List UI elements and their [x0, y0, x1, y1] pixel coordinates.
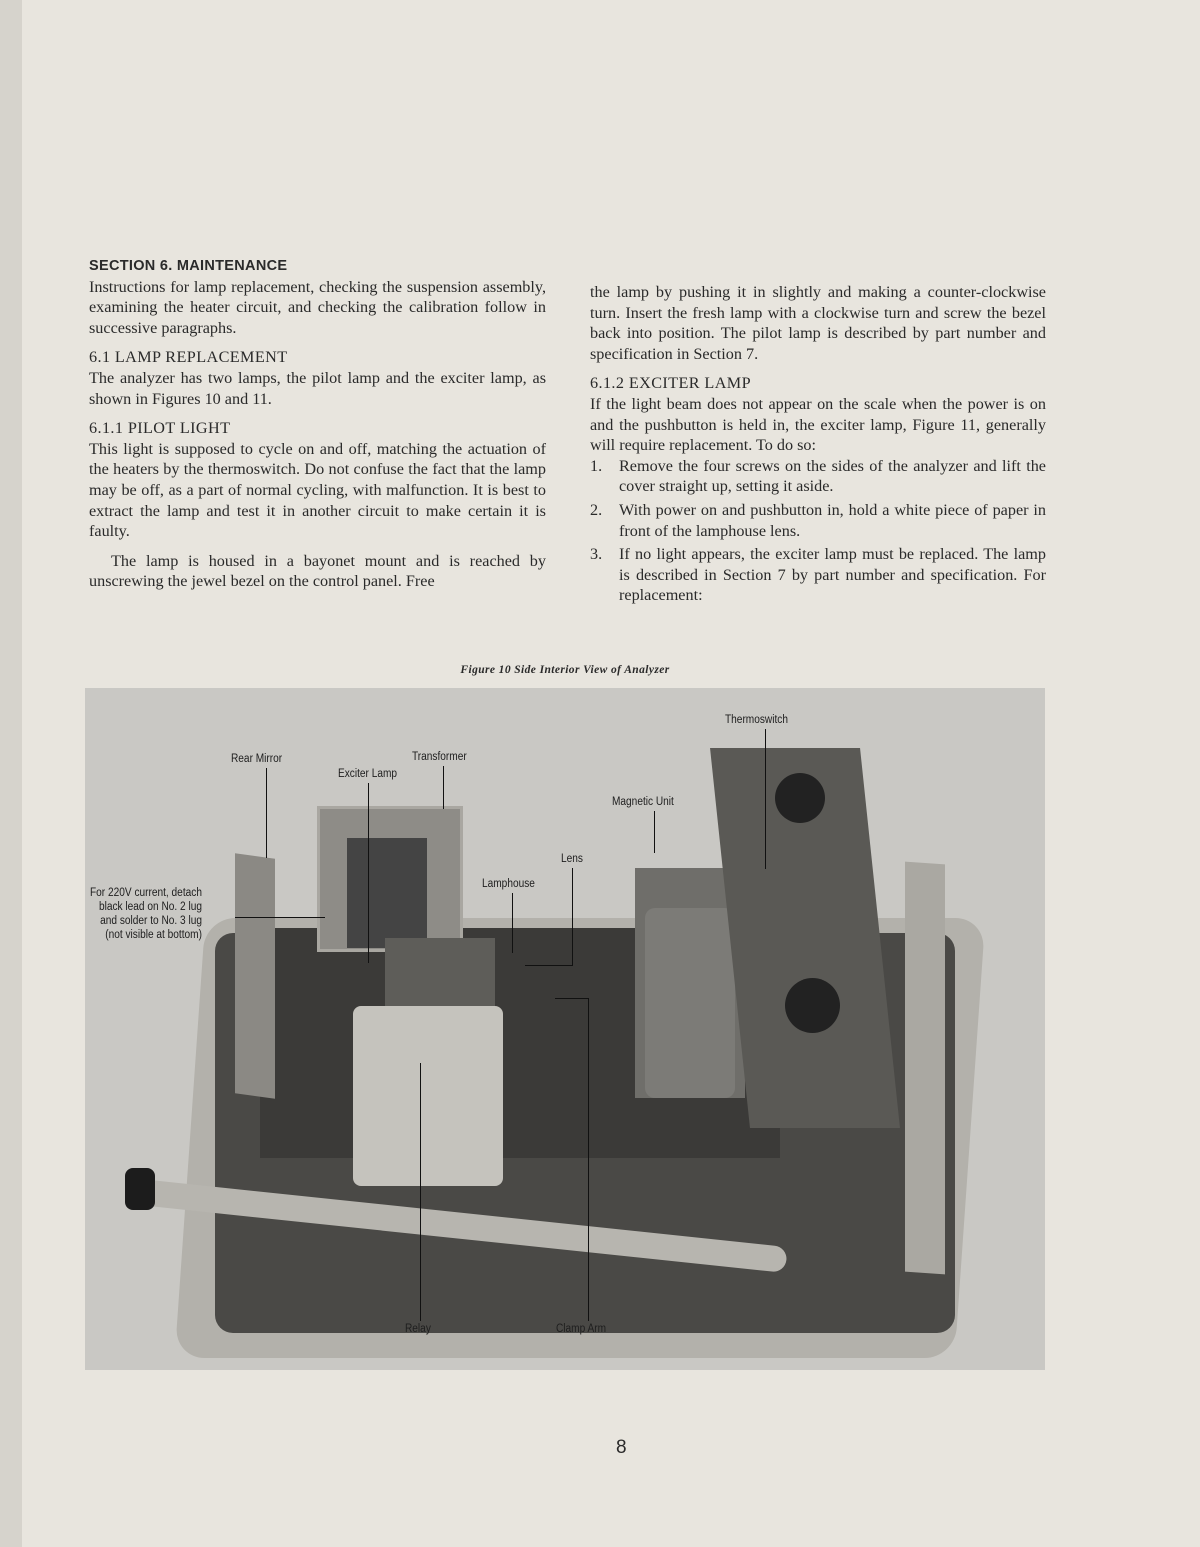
label-magnetic-unit: Magnetic Unit — [612, 796, 674, 808]
page-edge — [0, 0, 22, 1547]
step-text: Remove the four screws on the sides of the analyzer and lift the cover straight up, setting it aside. — [619, 456, 1046, 496]
paragraph-6-1: The analyzer has two lamps, the pilot lamp and the exciter lamp, as shown in Figures 10 and 11. — [89, 368, 546, 408]
label-thermoswitch: Thermoswitch — [725, 714, 788, 726]
label-clamp-arm: Clamp Arm — [556, 1323, 607, 1335]
leader-line — [420, 1063, 421, 1321]
left-column — [89, 256, 546, 592]
step-number: 3. — [590, 545, 603, 564]
paragraph-bayonet: The lamp is housed in a bayonet mount and is reached by unscrewing the jewel bezel on the control panel. Free — [89, 551, 546, 591]
step-item — [590, 544, 1046, 606]
grommet — [125, 1168, 155, 1210]
heading-6-1: 6.1 LAMP REPLACEMENT — [89, 348, 288, 367]
step-number: 1. — [590, 456, 603, 475]
figure-caption: Figure 10 Side Interior View of Analyzer — [460, 664, 670, 676]
leader-line — [266, 768, 267, 858]
label-exciter-lamp: Exciter Lamp — [338, 768, 398, 780]
relay — [353, 1006, 503, 1186]
figure-photo — [85, 688, 1045, 1370]
intro-paragraph: Instructions for lamp replacement, checking the suspension assembly, examining the heater circuit, and checking the calibration follow in successive paragraphs. — [89, 277, 546, 337]
leader-line — [765, 729, 766, 869]
note-line: and solder to No. 3 lug — [100, 915, 202, 927]
note-line: (not visible at bottom) — [105, 929, 202, 941]
paragraph-6-1-2: If the light beam does not appear on the scale when the power is on and the pushbutton is held in, the exciter lamp, Figure 11, generally will require replacement. To do so: — [590, 394, 1046, 455]
transformer-coil — [347, 838, 427, 948]
step-text: With power on and pushbutton in, hold a white piece of paper in front of the lamphouse lens. — [619, 500, 1046, 540]
thermoswitch-socket — [785, 978, 840, 1033]
step-number: 2. — [590, 500, 603, 519]
step-text: If no light appears, the exciter lamp must be replaced. The lamp is described in Section 7 by part number and specification. For replacement: — [619, 545, 1046, 605]
label-relay: Relay — [405, 1323, 431, 1335]
heading-6-1-2: 6.1.2 EXCITER LAMP — [590, 374, 751, 393]
note-line: For 220V current, detach — [90, 887, 202, 899]
leader-line — [525, 965, 573, 966]
leader-line — [555, 998, 589, 999]
note-line: black lead on No. 2 lug — [98, 901, 202, 913]
page-number: 8 — [616, 1437, 627, 1458]
label-rear-mirror: Rear Mirror — [231, 753, 283, 765]
magnet-ring — [645, 908, 735, 1098]
label-220v-note — [90, 886, 202, 942]
steps-list — [590, 456, 1046, 606]
section-title: SECTION 6. MAINTENANCE — [89, 258, 288, 274]
leader-line — [512, 893, 513, 953]
leader-line — [235, 917, 325, 918]
rear-mirror — [235, 853, 275, 1099]
leader-line — [654, 811, 655, 853]
leader-line — [443, 766, 444, 809]
step-item — [590, 500, 1046, 541]
step-item — [590, 456, 1046, 497]
label-transformer: Transformer — [412, 751, 467, 763]
label-lens: Lens — [561, 853, 583, 865]
leader-line — [588, 998, 589, 1321]
leader-line — [368, 783, 369, 963]
paragraph-continuation: the lamp by pushing it in slightly and making a counter-clockwise turn. Insert the fresh lamp with a clockwise turn and screw the bezel back into position. The pilot lamp is described by part number and specification in Section 7. — [590, 283, 1046, 363]
thermoswitch-socket — [775, 773, 825, 823]
paragraph-6-1-1: This light is supposed to cycle on and off, matching the actuation of the heaters by the thermoswitch. Do not confuse the fact that the lamp may be off, as a part of normal cycling, with malfunction. It is best to extract the lamp and test it in another circuit to make certain it is faulty. — [89, 439, 546, 541]
heading-6-1-1: 6.1.1 PILOT LIGHT — [89, 419, 231, 438]
leader-line — [572, 868, 573, 965]
right-column — [590, 282, 1046, 609]
label-lamphouse: Lamphouse — [482, 878, 535, 890]
control-panel — [905, 862, 945, 1275]
